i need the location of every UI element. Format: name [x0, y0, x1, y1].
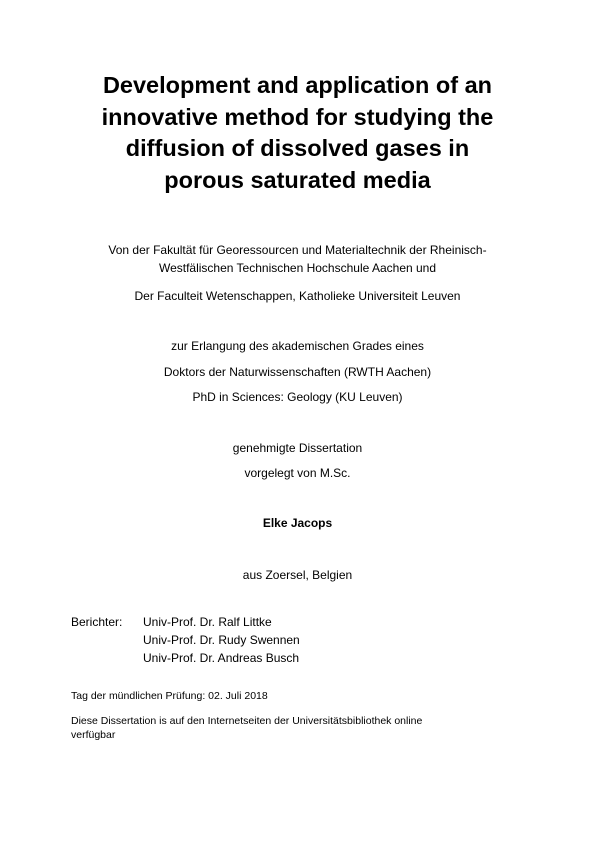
approved-dissertation: genehmigte Dissertation [232, 441, 363, 455]
degree-de: Doktors der Naturwissenschaften (RWTH Aachen) [163, 365, 432, 379]
referees-label: Berichter: [71, 615, 123, 629]
title-line-2: innovative method for studying the [101, 103, 494, 130]
degree-intro: zur Erlangung des akademischen Grades eines [171, 339, 424, 353]
availability-line-2: verfügbar [71, 729, 116, 741]
title-line-4: porous saturated media [164, 166, 431, 193]
faculty-de-line-2: Westfälischen Technischen Hochschule Aachen und [158, 261, 437, 275]
thesis-title [40, 70, 555, 196]
faculty-nl: Der Faculteit Wetenschappen, Katholieke Universiteit Leuven [134, 289, 461, 303]
title-line-1: Development and application of an [102, 72, 493, 98]
referee-2: Univ-Prof. Dr. Rudy Swennen [143, 633, 300, 647]
exam-date: Tag der mündlichen Prüfung: 02. Juli 2018 [71, 690, 268, 702]
submitted-by: vorgelegt von M.Sc. [244, 466, 351, 480]
degree-en: PhD in Sciences: Geology (KU Leuven) [192, 390, 403, 404]
title-line-3: diffusion of dissolved gases in [125, 135, 470, 161]
faculty-de-line-1: Von der Fakultät für Georessourcen und Materialtechnik der Rheinisch- [108, 243, 487, 257]
referee-1: Univ-Prof. Dr. Ralf Littke [143, 615, 272, 629]
author-origin: aus Zoersel, Belgien [242, 568, 353, 582]
referee-3: Univ-Prof. Dr. Andreas Busch [143, 651, 300, 665]
availability-line-1: Diese Dissertation is auf den Internetseiten der Universitätsbibliothek online [71, 715, 423, 727]
author-name: Elke Jacops [262, 516, 333, 530]
